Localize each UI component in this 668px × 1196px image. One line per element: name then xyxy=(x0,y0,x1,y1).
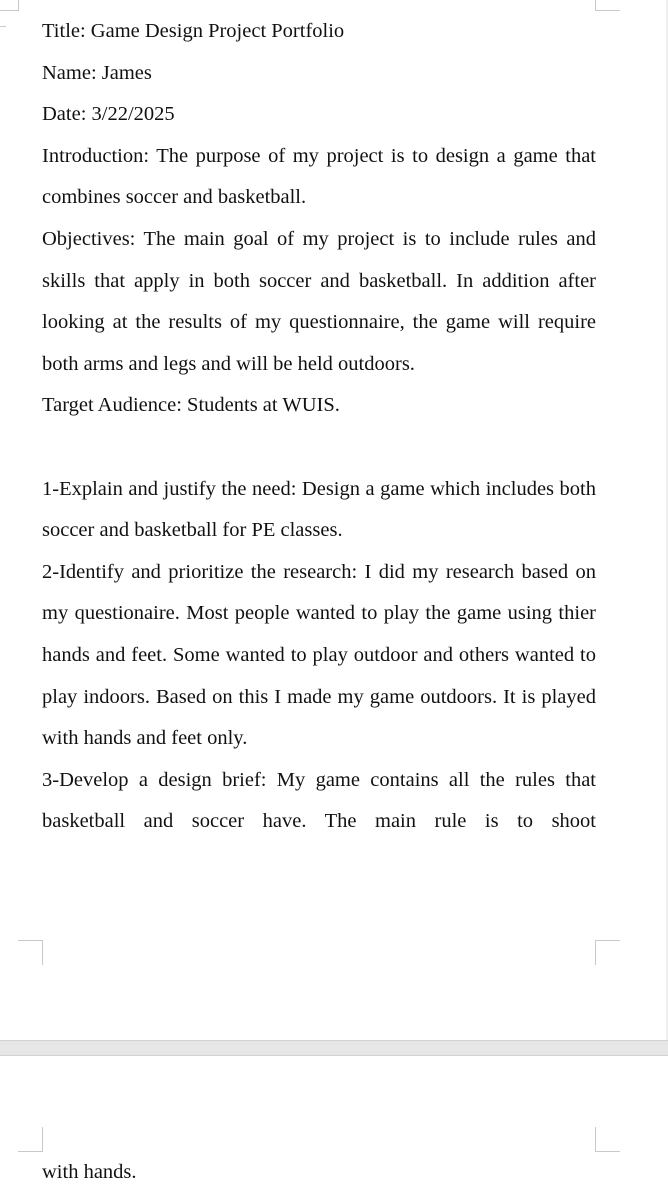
document-page-2 xyxy=(0,1056,668,1196)
step-3-paragraph: 3-Develop a design brief: My game contains all the rules that basketball and soccer have. The main rule is to shoot xyxy=(42,768,596,833)
crop-mark-top-left-page-2 xyxy=(18,1127,43,1152)
page-1-body xyxy=(42,11,596,843)
continuation-line: with hands. xyxy=(42,1161,137,1183)
crop-mark-top-right xyxy=(595,0,620,11)
step-1-paragraph: 1-Explain and justify the need: Design a game which includes both soccer and basketball for PE classes. xyxy=(42,477,596,542)
date-line: Date: 3/22/2025 xyxy=(42,103,175,126)
page-break-gap xyxy=(0,1040,668,1056)
crop-mark-bottom-right xyxy=(595,940,620,965)
introduction-paragraph: Introduction: The purpose of my project is to design a game that combines soccer and basketball. xyxy=(42,144,596,209)
step-2-paragraph: 2-Identify and prioritize the research: I did my research based on my questionaire. Most people wanted to play the game using thier hands and feet. Some wanted to play outdoor and others wanted to play indoors. Based on this I made my game outdoors. It is played with hands and feet only. xyxy=(42,560,596,750)
margin-tick xyxy=(0,26,6,27)
title-line: Title: Game Design Project Portfolio xyxy=(42,20,345,42)
blank-line xyxy=(42,427,596,469)
page-2-body xyxy=(42,1152,596,1194)
crop-mark-top-right-page-2 xyxy=(595,1127,620,1152)
target-audience-line: Target Audience: Students at WUIS. xyxy=(42,394,340,417)
crop-mark-bottom-left xyxy=(18,940,43,965)
name-line: Name: James xyxy=(42,61,152,84)
objectives-paragraph: Objectives: The main goal of my project is to include rules and skills that apply in both soccer and basketball. In addition after looking at the results of my questionnaire, the game will require both arms and legs and will be held outdoors. xyxy=(42,227,596,375)
crop-mark-top-left xyxy=(0,0,19,11)
